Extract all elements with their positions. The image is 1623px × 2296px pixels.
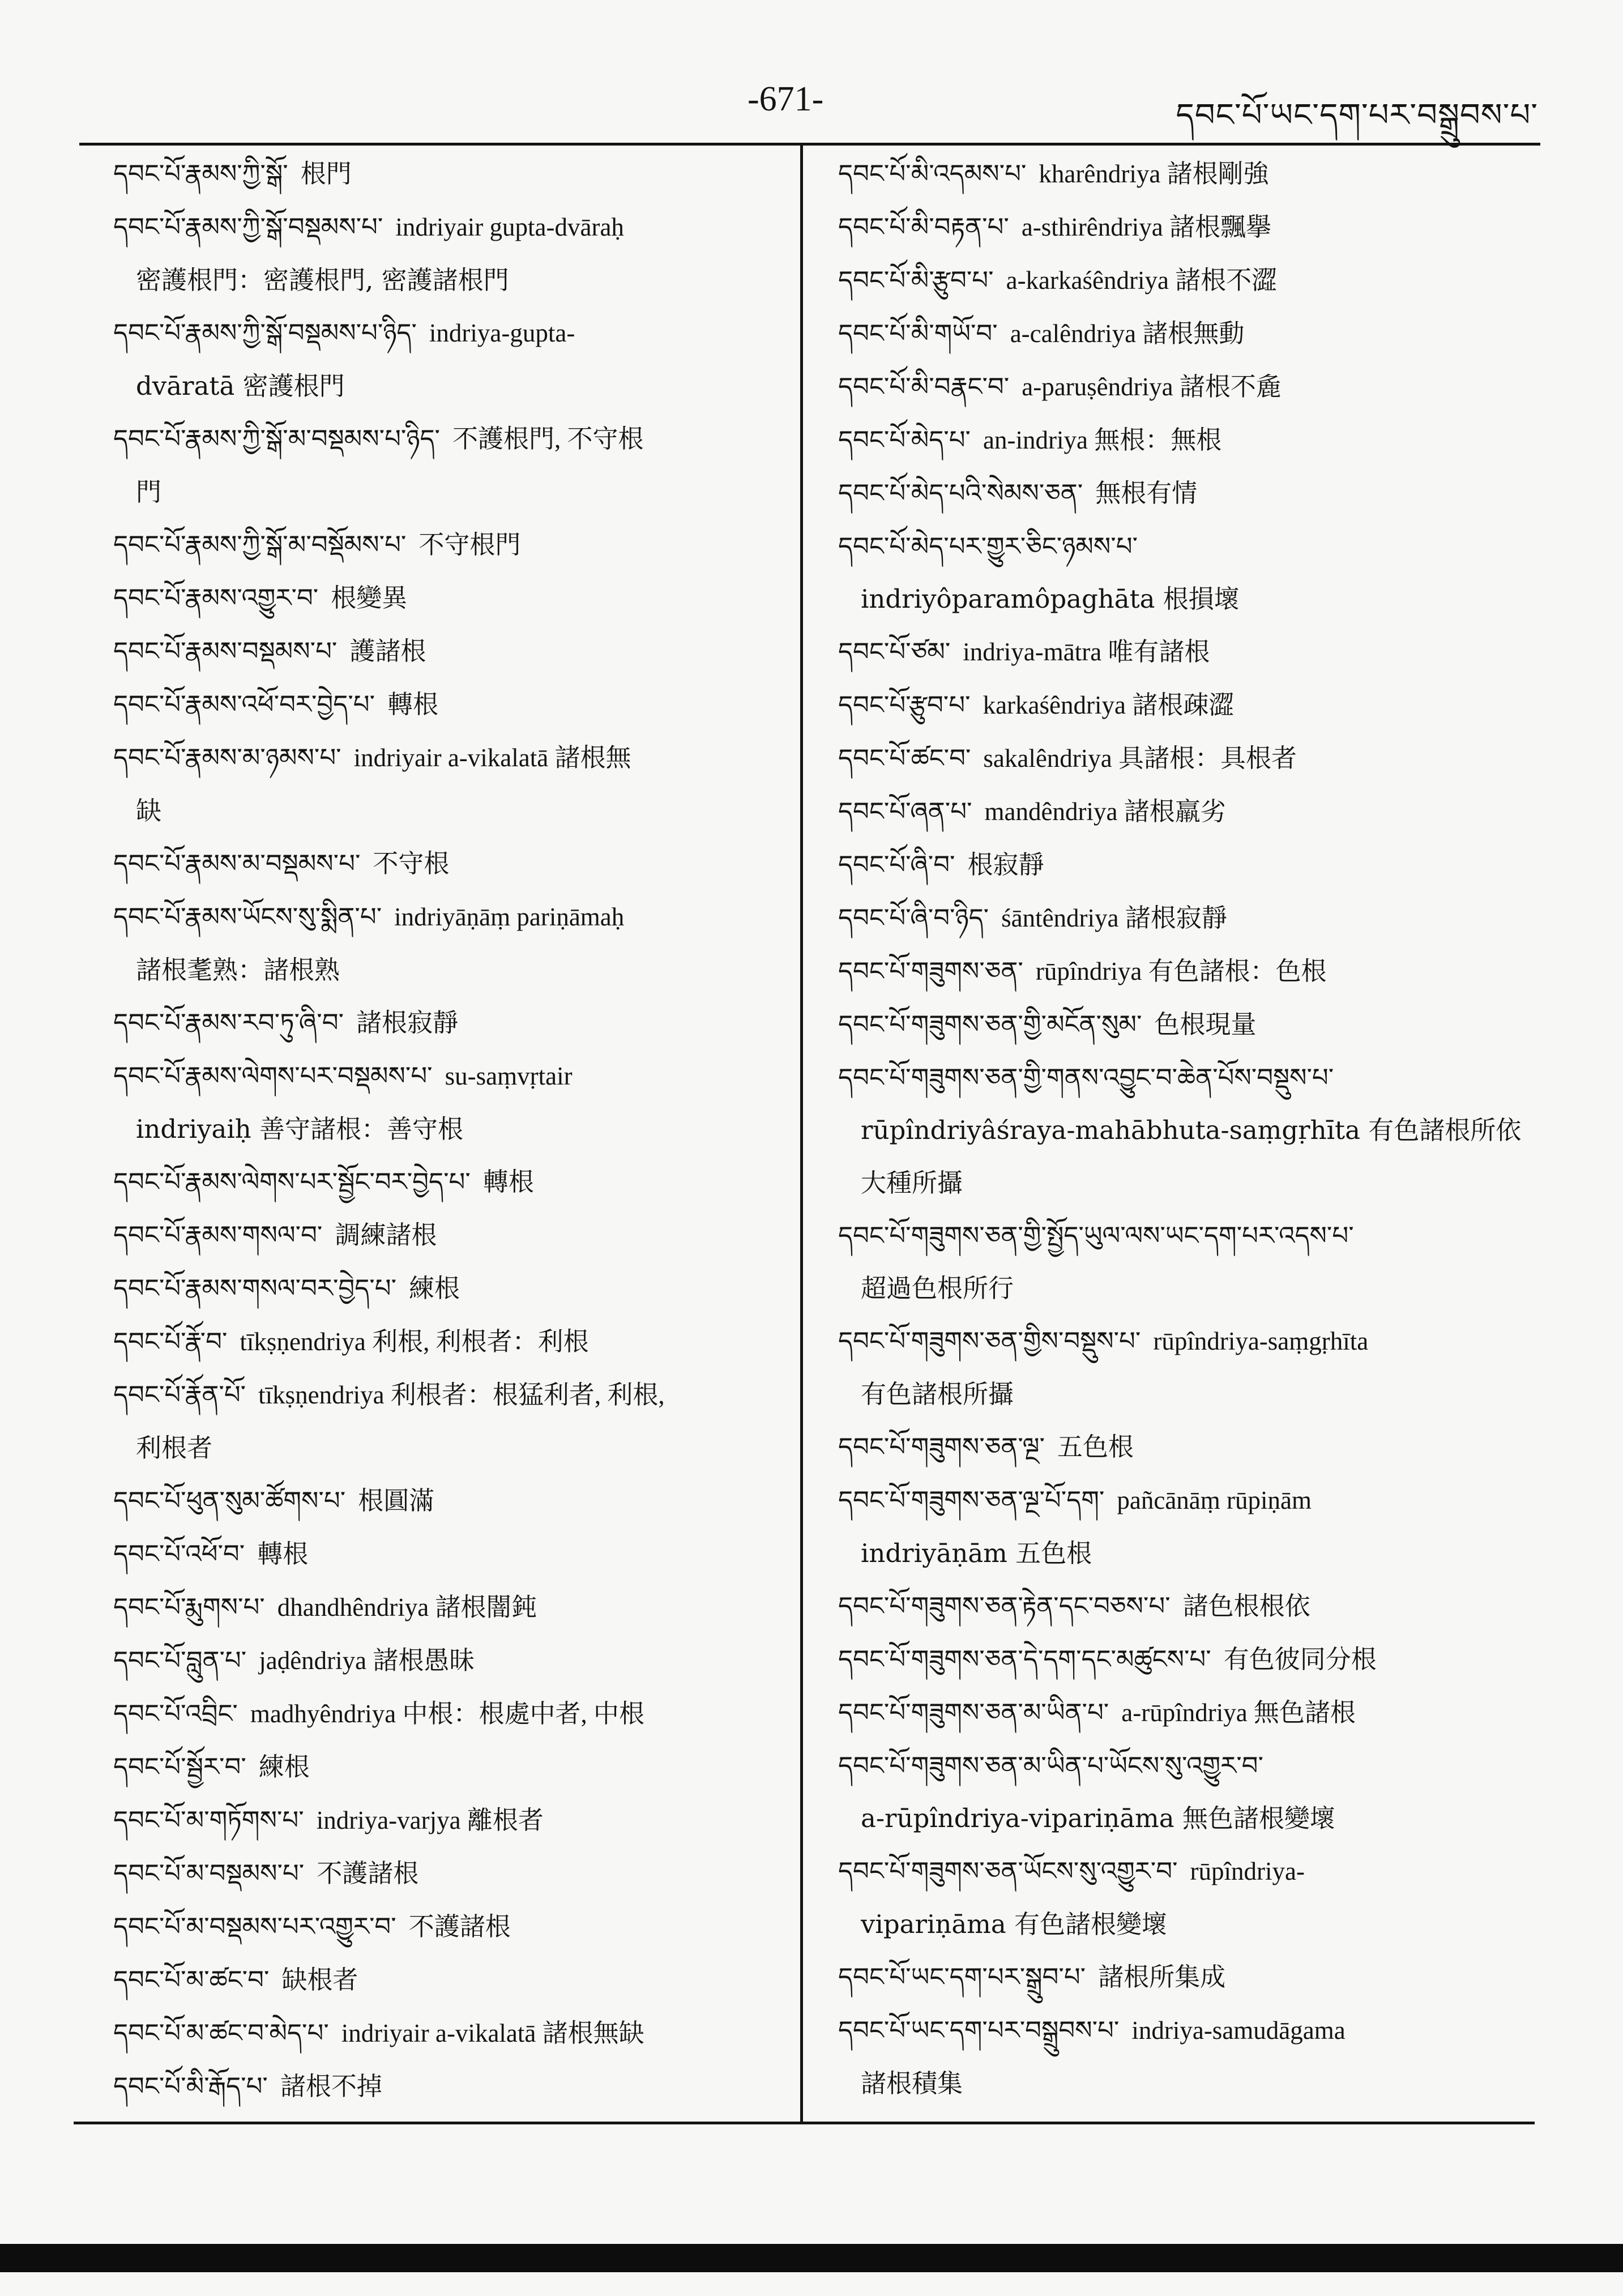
dictionary-entry bbox=[838, 732, 1546, 785]
entry-headword: དབང་པོ་མེད་པའི་སེམས་ཅན་ bbox=[838, 478, 1083, 508]
entry-headword: དབང་པོ་རྣམས་མ་བསྡམས་པ་ bbox=[113, 848, 361, 878]
entry-definition: 不護根門, 不守根 bbox=[452, 425, 644, 453]
entry-definition: 根門 bbox=[300, 160, 352, 188]
entry-continuation: indriyaiḥ 善守諸根：善守根 bbox=[136, 1114, 464, 1144]
dictionary-entry bbox=[838, 891, 1546, 945]
dictionary-entry bbox=[838, 625, 1546, 678]
entry-headword: དབང་པོ་ཚང་བ་ bbox=[838, 743, 971, 773]
entry-definition: 有色彼同分根 bbox=[1223, 1645, 1377, 1674]
entry-continuation: dvāratā 密護根門 bbox=[136, 371, 345, 401]
entry-continuation: 利根者 bbox=[136, 1433, 213, 1463]
entry-headword: དབང་པོ་གཟུགས་ཅན་གྱིས་བསྡུས་པ་ bbox=[838, 1326, 1141, 1356]
entry-definition: 諸色根根依 bbox=[1182, 1592, 1310, 1620]
dictionary-entry bbox=[113, 1049, 770, 1103]
dictionary-entry bbox=[838, 520, 1546, 573]
entry-headword: དབང་པོ་རྣོ་བ་ bbox=[113, 1326, 228, 1356]
entry-definition: karkaśêndriya 諸根疎澀 bbox=[983, 691, 1235, 719]
entry-headword: དབང་པོ་མ་གཏོགས་པ་ bbox=[113, 1805, 304, 1835]
dictionary-entry bbox=[113, 678, 770, 731]
dictionary-entry bbox=[113, 2007, 770, 2060]
entry-definition: rūpîndriya-saṃgṛhīta bbox=[1153, 1327, 1369, 1355]
entry-definition: 根變異 bbox=[331, 584, 408, 612]
entry-definition: an-indriya 無根：無根 bbox=[983, 426, 1222, 454]
entry-definition: a-sthirêndriya 諸根飄擧 bbox=[1021, 213, 1271, 241]
entry-headword: དབང་པོ་གཟུགས་ཅན་ལྔ་པོ་དག་ bbox=[838, 1485, 1105, 1515]
entry-definition: 根寂靜 bbox=[967, 851, 1044, 879]
entry-definition: 不護諸根 bbox=[317, 1859, 419, 1888]
dictionary-entry bbox=[838, 1845, 1546, 1898]
entry-definition: 諸根所集成 bbox=[1098, 1963, 1226, 1991]
entry-definition: a-rūpîndriya 無色諸根 bbox=[1121, 1698, 1356, 1727]
dictionary-entry bbox=[113, 1262, 770, 1315]
entry-definition: a-karkaśêndriya 諸根不澀 bbox=[1006, 266, 1278, 295]
entry-headword: དབང་པོ་མ་བསྡམས་པ་ bbox=[113, 1858, 305, 1888]
dictionary-entry bbox=[113, 1634, 770, 1687]
entry-headword: དབང་པོ་རྩུབ་པ་ bbox=[838, 690, 971, 720]
entry-definition: pañcānāṃ rūpiṇām bbox=[1117, 1486, 1312, 1514]
dictionary-entry bbox=[113, 518, 770, 571]
entry-headword: དབང་པོ་མི་རྩུབ་པ་ bbox=[838, 265, 994, 295]
entry-definition: indriya-gupta- bbox=[429, 319, 575, 347]
dictionary-entry bbox=[838, 1420, 1546, 1474]
dictionary-entry bbox=[838, 1686, 1546, 1739]
entry-headword: དབང་པོ་གཟུགས་ཅན་གྱི་སྤྱོད་ཡུལ་ལས་ཡང་དག་པར་འདས་པ་ bbox=[838, 1220, 1354, 1251]
top-rule bbox=[79, 143, 1540, 146]
dictionary-entry bbox=[113, 1900, 770, 1953]
entry-definition: 不護諸根 bbox=[408, 1913, 511, 1941]
dictionary-entry bbox=[838, 200, 1546, 254]
dictionary-entry bbox=[113, 1209, 770, 1262]
dictionary-entry bbox=[113, 890, 770, 944]
entry-headword: དབང་པོ་འཕོ་བ་ bbox=[113, 1539, 245, 1569]
entry-headword: དབང་པོ་མི་གཡོ་བ་ bbox=[838, 318, 998, 348]
entry-headword: དབང་པོ་རྣམས་གསལ་བ་ bbox=[113, 1220, 323, 1250]
entry-headword: དབང་པོ་རྣམས་ཀྱི་སྒོ་བསྡམས་པ་ཉིད་ bbox=[113, 318, 417, 348]
dictionary-entry bbox=[838, 254, 1546, 307]
left-column bbox=[113, 147, 770, 2113]
entry-headword: དབང་པོ་རྣོན་པོ་ bbox=[113, 1380, 246, 1410]
entry-headword: དབང་པོ་ཞི་བ་ཉིད་ bbox=[838, 903, 989, 933]
entry-definition: 轉根 bbox=[482, 1168, 534, 1196]
entry-headword: དབང་པོ་གཟུགས་ཅན་མ་ཡིན་པ་ bbox=[838, 1697, 1109, 1727]
dictionary-entry bbox=[838, 2004, 1546, 2057]
dictionary-entry bbox=[838, 838, 1546, 891]
dictionary-entry bbox=[838, 467, 1546, 520]
entry-definition: jaḍêndriya 諸根愚昧 bbox=[259, 1646, 475, 1675]
entry-headword: དབང་པོ་མ་ཚང་བ་ bbox=[113, 1965, 270, 1995]
dictionary-entry bbox=[113, 625, 770, 678]
entry-headword: དབང་པོ་རྣམས་ཀྱི་སྒོ་མ་བསྡམས་པ་ཉིད་ bbox=[113, 424, 440, 454]
dictionary-entry bbox=[838, 1474, 1546, 1527]
dictionary-entry bbox=[113, 1155, 770, 1209]
entry-headword: དབང་པོ་སྦྱོར་བ་ bbox=[113, 1752, 246, 1782]
entry-continuation: indriyāṇām 五色根 bbox=[861, 1538, 1092, 1568]
page-number: -671- bbox=[748, 80, 824, 118]
dictionary-entry bbox=[838, 307, 1546, 360]
entry-headword: དབང་པོ་རྣམས་བསྡམས་པ་ bbox=[113, 636, 338, 666]
dictionary-entry bbox=[838, 147, 1546, 200]
entry-headword: དབང་པོ་མ་བསྡམས་པར་འགྱུར་བ་ bbox=[113, 1911, 396, 1941]
entry-definition: indriya-samudāgama bbox=[1131, 2016, 1346, 2045]
entry-headword: དབང་པོ་རྣམས་ལེགས་པར་བསྡམས་པ་ bbox=[113, 1061, 433, 1091]
dictionary-entry bbox=[838, 998, 1546, 1051]
entry-headword: དབང་པོ་ཞི་བ་ bbox=[838, 850, 955, 880]
column-divider bbox=[800, 145, 803, 2122]
dictionary-entry bbox=[113, 2060, 770, 2113]
entry-continuation: 缺 bbox=[136, 796, 162, 826]
entry-headword: དབང་པོ་གཟུགས་ཅན་ bbox=[838, 956, 1023, 986]
entry-headword: དབང་པོ་མི་བརྟན་པ་ bbox=[838, 212, 1009, 242]
entry-headword: དབང་པོ་རྣམས་ཀྱི་སྒོ་མ་བསྡོམས་པ་ bbox=[113, 530, 407, 560]
entry-definition: 護諸根 bbox=[349, 637, 426, 665]
entry-headword: དབང་པོ་མི་རྒོད་པ་ bbox=[113, 2071, 268, 2101]
entry-definition: mandêndriya 諸根羸劣 bbox=[984, 797, 1226, 826]
entry-continuation: 門 bbox=[136, 477, 162, 507]
entry-definition: 諸根不掉 bbox=[280, 2072, 382, 2101]
entry-continuation: vipariṇāma 有色諸根變壞 bbox=[861, 1909, 1167, 1939]
entry-definition: rūpîndriya- bbox=[1190, 1857, 1305, 1885]
entry-headword: དབང་པོ་གཟུགས་ཅན་དེ་དག་དང་མཚུངས་པ་ bbox=[838, 1644, 1211, 1674]
entry-definition: 不守根 bbox=[373, 850, 450, 878]
dictionary-entry bbox=[838, 1580, 1546, 1633]
right-column bbox=[838, 147, 1546, 2110]
dictionary-entry bbox=[113, 200, 770, 254]
entry-definition: indriya-mātra 唯有諸根 bbox=[963, 638, 1210, 666]
entry-headword: དབང་པོ་རྣམས་འགྱུར་བ་ bbox=[113, 583, 319, 613]
scan-bottom-edge bbox=[0, 2244, 1623, 2272]
entry-definition: 色根現量 bbox=[1154, 1010, 1257, 1039]
entry-headword: དབང་པོ་རྣམས་གསལ་བར་བྱེད་པ་ bbox=[113, 1273, 397, 1303]
entry-headword: དབང་པོ་ཕུན་སུམ་ཚོགས་པ་ bbox=[113, 1486, 346, 1516]
dictionary-entry bbox=[113, 1794, 770, 1847]
dictionary-entry bbox=[113, 571, 770, 625]
entry-continuation: 諸根耄熟：諸根熟 bbox=[136, 955, 340, 985]
entry-continuation: 有色諸根所攝 bbox=[861, 1379, 1014, 1409]
entry-continuation: indriyôparamôpaghāta 根損壞 bbox=[861, 584, 1240, 614]
entry-definition: 缺根者 bbox=[281, 1966, 358, 1994]
entry-definition: kharêndriya 諸根剛強 bbox=[1039, 160, 1269, 188]
dictionary-entry bbox=[113, 1740, 770, 1794]
dictionary-entry bbox=[113, 306, 770, 360]
dictionary-entry bbox=[113, 1527, 770, 1581]
entry-definition: a-calêndriya 諸根無動 bbox=[1010, 319, 1245, 348]
entry-definition: 轉根 bbox=[257, 1540, 309, 1568]
dictionary-entry bbox=[113, 1581, 770, 1634]
entry-definition: 諸根寂靜 bbox=[356, 1009, 459, 1037]
entry-continuation: rūpîndriyâśraya-mahābhuta-saṃgṛhīta 有色諸根所依大種所攝 bbox=[861, 1115, 1522, 1198]
entry-definition: 無根有情 bbox=[1095, 479, 1198, 507]
dictionary-entry bbox=[113, 1368, 770, 1422]
dictionary-entry bbox=[113, 412, 770, 466]
entry-headword: དབང་པོ་ཞན་པ་ bbox=[838, 796, 972, 826]
dictionary-entry bbox=[113, 837, 770, 890]
entry-headword: དབང་པོ་མ་ཚང་བ་མེད་པ་ bbox=[113, 2018, 329, 2048]
entry-continuation: a-rūpîndriya-vipariṇāma 無色諸根變壞 bbox=[861, 1803, 1335, 1833]
entry-headword: དབང་པོ་རྣམས་རབ་ཏུ་ཞི་བ་ bbox=[113, 1008, 344, 1038]
entry-definition: 調練諸根 bbox=[335, 1221, 437, 1249]
entry-definition: indriyair gupta-dvāraḥ bbox=[395, 213, 624, 241]
entry-headword: དབང་པོ་གཟུགས་ཅན་ལྔ་ bbox=[838, 1432, 1045, 1462]
entry-definition: dhandhêndriya 諸根闇鈍 bbox=[277, 1593, 537, 1621]
entry-headword: དབང་པོ་རྣམས་ཡོངས་སུ་སྨིན་པ་ bbox=[113, 902, 382, 932]
bottom-rule bbox=[74, 2122, 1535, 2124]
entry-headword: དབང་པོ་རྣམས་ཀྱི་སྒོ་བསྡམས་པ་ bbox=[113, 212, 383, 242]
dictionary-entry bbox=[113, 1687, 770, 1740]
entry-headword: དབང་པོ་ཙམ་ bbox=[838, 637, 951, 667]
entry-headword: དབང་པོ་གཟུགས་ཅན་ཡོངས་སུ་འགྱུར་བ་ bbox=[838, 1856, 1178, 1886]
entry-definition: tīkṣṇendriya 利根, 利根者：利根 bbox=[240, 1328, 589, 1356]
entry-headword: དབང་པོ་གཟུགས་ཅན་རྟེན་དང་བཅས་པ་ bbox=[838, 1591, 1171, 1621]
dictionary-entry bbox=[838, 1209, 1546, 1262]
entry-definition: 不守根門 bbox=[418, 531, 521, 559]
entry-definition: madhyêndriya 中根：根處中者, 中根 bbox=[250, 1700, 645, 1728]
dictionary-entry bbox=[838, 413, 1546, 467]
entry-definition: 五色根 bbox=[1057, 1433, 1134, 1461]
dictionary-entry bbox=[113, 147, 770, 200]
entry-continuation: 密護根門：密護根門, 密護諸根門 bbox=[136, 265, 509, 295]
entry-headword: དབང་པོ་རྣམས་ལེགས་པར་སྦྱོང་བར་བྱེད་པ་ bbox=[113, 1167, 471, 1197]
entry-definition: a-paruṣêndriya 諸根不麁 bbox=[1022, 373, 1282, 401]
dictionary-entry bbox=[113, 1315, 770, 1368]
entry-definition: 練根 bbox=[258, 1753, 310, 1781]
entry-definition: 根圓滿 bbox=[358, 1487, 435, 1515]
dictionary-entry bbox=[838, 945, 1546, 998]
running-head: དབང་པོ་ཡང་དག་པར་བསྒྲུབས་པ་ bbox=[1176, 97, 1538, 134]
entry-headword: དབང་པོ་རྣམས་མ་ཉམས་པ་ bbox=[113, 742, 341, 773]
dictionary-entry bbox=[113, 1953, 770, 2007]
entry-definition: indriya-varjya 離根者 bbox=[316, 1806, 544, 1834]
entry-headword: དབང་པོ་བླུན་པ་ bbox=[113, 1645, 247, 1675]
entry-headword: དབང་པོ་མེད་པར་གྱུར་ཅིང་ཉམས་པ་ bbox=[838, 531, 1138, 561]
entry-headword: དབང་པོ་འབྲིང་ bbox=[113, 1698, 238, 1729]
entry-definition: indriyāṇāṃ pariṇāmaḥ bbox=[394, 903, 625, 931]
dictionary-entry bbox=[113, 1847, 770, 1900]
dictionary-entry bbox=[113, 1474, 770, 1527]
entry-continuation: 諸根積集 bbox=[861, 2068, 963, 2098]
dictionary-entry bbox=[838, 1315, 1546, 1368]
entry-definition: rūpîndriya 有色諸根：色根 bbox=[1035, 957, 1327, 985]
dictionary-entry bbox=[838, 360, 1546, 413]
entry-headword: དབང་པོ་ཡང་དག་པར་སྒྲུབ་པ་ bbox=[838, 1962, 1086, 1992]
dictionary-entry bbox=[113, 996, 770, 1049]
dictionary-entry bbox=[838, 1051, 1546, 1104]
dictionary-entry bbox=[838, 678, 1546, 732]
entry-headword: དབང་པོ་རྣམས་ཀྱི་སྒོ་ bbox=[113, 159, 288, 189]
entry-headword: དབང་པོ་མེད་པ་ bbox=[838, 425, 971, 455]
entry-headword: དབང་པོ་རྣམས་འཕོ་བར་བྱེད་པ་ bbox=[113, 689, 375, 719]
entry-definition: śāntêndriya 諸根寂靜 bbox=[1001, 904, 1227, 932]
dictionary-entry bbox=[838, 785, 1546, 838]
entry-headword: དབང་པོ་རྨུགས་པ་ bbox=[113, 1592, 265, 1622]
entry-definition: 練根 bbox=[409, 1274, 460, 1303]
entry-headword: དབང་པོ་གཟུགས་ཅན་གྱི་མངོན་སུམ་ bbox=[838, 1009, 1142, 1039]
dictionary-entry bbox=[838, 1951, 1546, 2004]
entry-headword: དབང་པོ་གཟུགས་ཅན་མ་ཡིན་པ་ཡོངས་སུ་འགྱུར་བ་ bbox=[838, 1751, 1263, 1781]
entry-definition: tīkṣṇendriya 利根者：根猛利者, 利根, bbox=[258, 1381, 665, 1409]
entry-continuation: 超過色根所行 bbox=[861, 1273, 1014, 1303]
entry-headword: དབང་པོ་མི་བརྣང་བ་ bbox=[838, 372, 1010, 402]
entry-headword: དབང་པོ་ཡང་དག་པར་བསྒྲུབས་པ་ bbox=[838, 2015, 1120, 2045]
dictionary-entry bbox=[838, 1739, 1546, 1792]
entry-definition: su-saṃvṛtair bbox=[445, 1062, 573, 1090]
entry-definition: indriyair a-vikalatā 諸根無 bbox=[353, 744, 631, 772]
dictionary-entry bbox=[113, 731, 770, 784]
entry-definition: 轉根 bbox=[387, 690, 439, 719]
entry-definition: sakalêndriya 具諸根：具根者 bbox=[983, 744, 1297, 773]
entry-headword: དབང་པོ་མི་འདམས་པ་ bbox=[838, 159, 1027, 189]
entry-definition: indriyair a-vikalatā 諸根無缺 bbox=[341, 2019, 644, 2047]
entry-headword: དབང་པོ་གཟུགས་ཅན་གྱི་གནས་འབྱུང་བ་ཆེན་པོས་བསྡུས་པ་ bbox=[838, 1062, 1334, 1092]
dictionary-entry bbox=[838, 1633, 1546, 1686]
